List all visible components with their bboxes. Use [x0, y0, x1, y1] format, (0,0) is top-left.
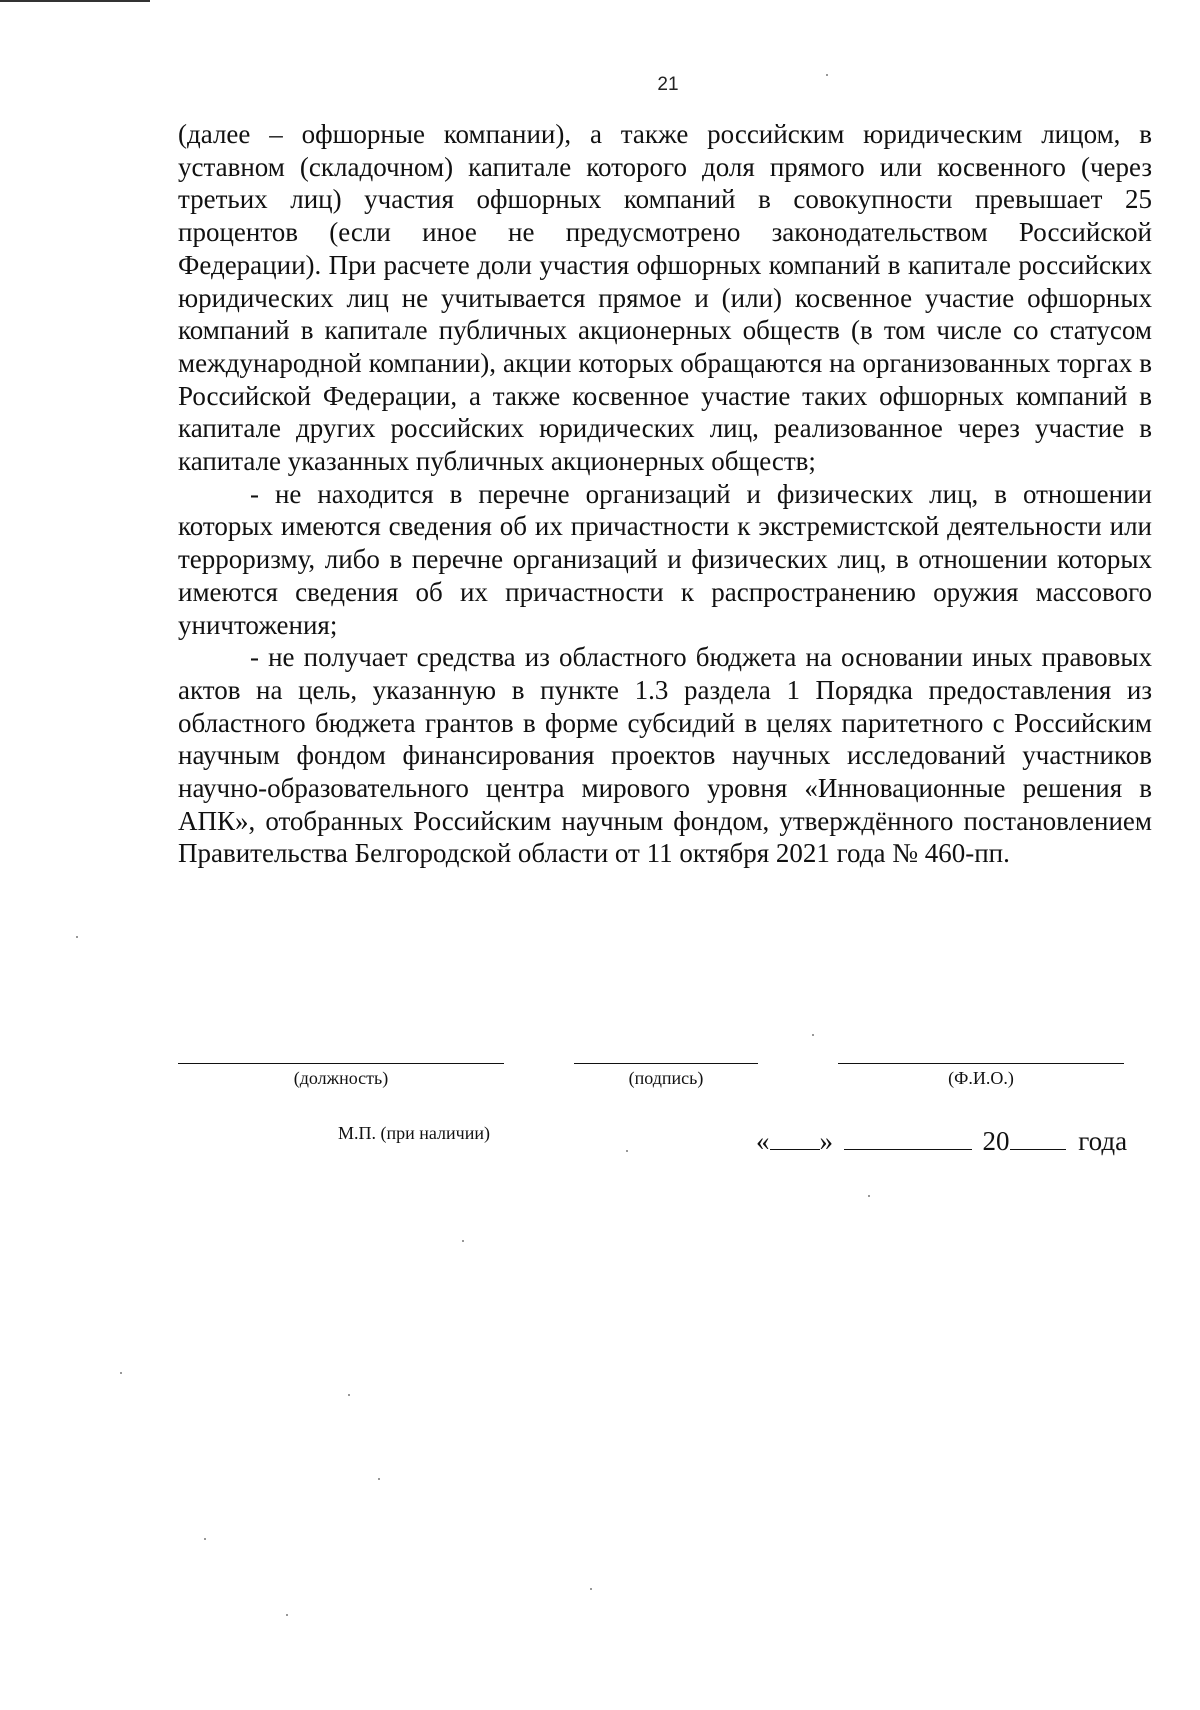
scan-speck — [348, 1394, 350, 1396]
day-blank — [770, 1129, 820, 1150]
signature-line — [574, 1063, 758, 1064]
date-open-quote: « — [756, 1126, 770, 1156]
scan-edge-line — [0, 0, 150, 2]
signature-caption: (подпись) — [628, 1068, 704, 1088]
full-name-line — [838, 1063, 1124, 1064]
year-blank — [1010, 1129, 1066, 1150]
scan-speck — [120, 1372, 122, 1374]
scan-speck — [378, 1478, 380, 1480]
paragraph-offshore-companies: (далее – офшорные компании), а также российским юридическим лицом, в уставном (складочном) капитале которого доля прямого или косвенного (через третьих лиц) участия офшорных компаний в совокупности превышает 25 процентов (если иное не предусмотрено законодательством Российской Федерации). При расчете доли участия офшорных компаний в капитале российских юридических лиц не учитывается прямое и (или) косвенное участие офшорных компаний в капитале публичных акционерных обществ (в том числе со статусом международной компании), акции которых обращаются на организованных торгах в Российской Федерации, а также косвенное участие таких офшорных компаний в капитале других российских юридических лиц, реализованное через участие в капитале указанных публичных акционерных обществ; — [178, 119, 1152, 477]
scan-speck — [76, 936, 78, 938]
scan-speck — [286, 1614, 288, 1616]
stamp-label: М.П. (при наличии) — [338, 1123, 490, 1143]
scan-speck — [626, 1150, 628, 1152]
year-word: года — [1078, 1126, 1128, 1156]
date-field — [756, 1126, 1127, 1157]
year-prefix: 20 — [982, 1126, 1010, 1156]
position-caption: (должность) — [293, 1068, 389, 1088]
position-line — [178, 1063, 504, 1064]
scan-speck — [204, 1538, 206, 1540]
scan-speck — [826, 74, 828, 76]
scan-speck — [462, 1240, 464, 1242]
date-close-quote: » — [819, 1126, 833, 1156]
scan-speck — [590, 1588, 592, 1590]
full-name-caption: (Ф.И.О.) — [948, 1068, 1014, 1088]
paragraph-budget-funds: - не получает средства из областного бюджета на основании иных правовых актов на цель, указанную в пункте 1.3 раздела 1 Порядка предоставления из областного бюджета грантов в форме субсидий в целях паритетного с Российским научным фондом финансирования проектов научных исследований участников научно-образовательного центра мирового уровня «Инновационные решения в АПК», отобранных Российским научным фондом, утверждённого постановлением Правительства Белгородской области от 11 октября 2021 года № 460-пп. — [178, 642, 1152, 869]
month-blank — [844, 1129, 972, 1150]
document-body — [178, 118, 1152, 870]
scan-speck — [812, 1034, 814, 1036]
scan-speck — [868, 1195, 870, 1197]
paragraph-extremism-list: - не находится в перечне организаций и физических лиц, в отношении которых имеются сведения об их причастности к экстремистской деятельности или терроризму, либо в перечне организаций и физических лиц, в отношении которых имеются сведения об их причастности к распространению оружия массового уничтожения; — [178, 478, 1152, 640]
page-number: 21 — [657, 74, 679, 95]
